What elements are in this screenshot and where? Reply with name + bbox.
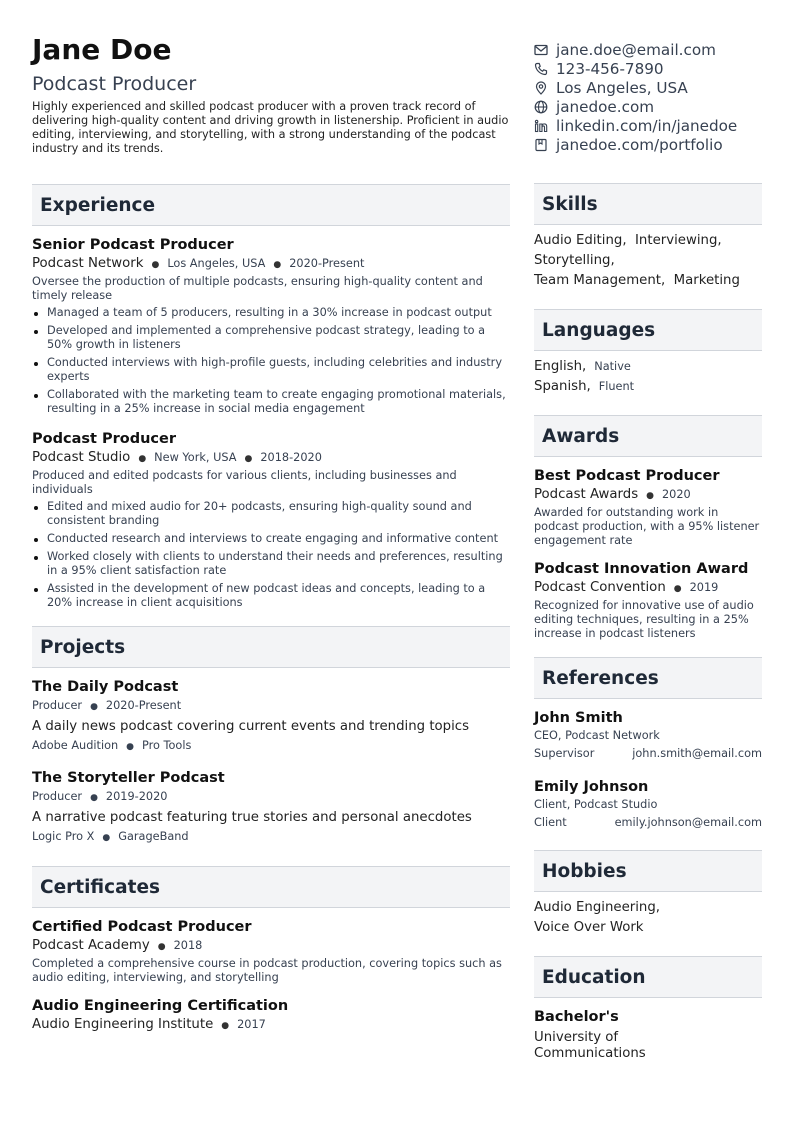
job-location: New York, USA [154, 451, 237, 464]
reference-email[interactable]: emily.johnson@email.com [614, 816, 762, 829]
references-section [534, 657, 762, 832]
certificate-entry [32, 997, 510, 1036]
skills-line: Team Management, Marketing [534, 273, 740, 288]
sidebar-column [534, 40, 762, 1062]
contact-text: janedoe.com/portfolio [556, 135, 723, 154]
linkedin-icon [534, 119, 548, 133]
award-issuer: Podcast Convention [534, 580, 666, 595]
separator-dot: ● [151, 260, 160, 270]
projects-section [32, 626, 510, 848]
reference-email[interactable]: john.smith@email.com [632, 747, 762, 760]
language-name: English, [534, 359, 587, 374]
award-title: Best Podcast Producer [534, 468, 720, 484]
skills-heading: Skills [534, 183, 762, 225]
skills-list [534, 231, 762, 291]
hobby-item: Voice Over Work [534, 920, 644, 935]
project-description: A daily news podcast covering current events and trending topics [32, 719, 470, 734]
project-title: The Storyteller Podcast [32, 770, 225, 786]
experience-heading: Experience [32, 184, 510, 226]
achievement-item: Edited and mixed audio for 20+ podcasts, ensuring high-quality sound and consistent branding [32, 500, 510, 528]
certificate-entry [32, 918, 510, 985]
project-dates: 2019-2020 [105, 790, 168, 803]
reference-relation: Client [534, 816, 567, 829]
degree: Bachelor's [534, 1009, 619, 1025]
project-title: The Daily Podcast [32, 679, 179, 695]
job-achievements [32, 500, 510, 610]
company: Podcast Network [32, 256, 144, 271]
reference-entry [534, 778, 762, 832]
certificate-year: 2017 [237, 1018, 266, 1031]
hobbies-section [534, 850, 762, 938]
certificate-issuer: Audio Engineering Institute [32, 1017, 214, 1032]
candidate-name: Jane Doe [32, 33, 172, 66]
reference-entry [534, 709, 762, 763]
award-meta [534, 485, 762, 506]
language-name: Spanish, [534, 379, 591, 394]
separator-dot: ● [221, 1021, 230, 1031]
projects-heading: Projects [32, 626, 510, 668]
project-meta [32, 696, 510, 717]
award-entry [534, 467, 762, 548]
contact-text: jane.doe@email.com [556, 40, 716, 59]
certificate-meta [32, 936, 510, 957]
phone-icon [534, 62, 548, 76]
contact-text: linkedin.com/in/janedoe [556, 116, 738, 135]
achievement-item: Worked closely with clients to understand their needs and preferences, resulting in a 95% client satisfaction rate [32, 550, 510, 578]
languages-heading: Languages [534, 309, 762, 351]
reference-position: Client, Podcast Studio [534, 798, 658, 811]
job-description: Produced and edited podcasts for various clients, including businesses and individuals [32, 469, 457, 496]
contact-portfolio[interactable] [534, 135, 762, 154]
reference-contact [534, 745, 762, 763]
school: University of Communications [534, 1030, 646, 1061]
certificate-meta [32, 1015, 510, 1036]
award-description: Awarded for outstanding work in podcast production, with a 95% listener engagement rate [534, 506, 760, 547]
project-role: Producer [32, 699, 83, 712]
languages-section [534, 309, 762, 397]
separator-dot: ● [646, 491, 654, 501]
globe-icon [534, 100, 548, 114]
languages-list [534, 357, 762, 397]
separator-dot: ● [102, 833, 111, 843]
job-description: Oversee the production of multiple podcasts, ensuring high-quality content and timely release [32, 275, 483, 302]
tool-item: Adobe Audition [32, 739, 119, 752]
education-section [534, 956, 762, 1062]
separator-dot: ● [673, 584, 682, 594]
achievement-item: Managed a team of 5 producers, resulting in a 30% increase in podcast output [32, 306, 510, 320]
company: Podcast Studio [32, 450, 131, 465]
separator-dot: ● [90, 793, 98, 803]
award-meta [534, 578, 762, 599]
awards-section [534, 415, 762, 641]
achievement-item: Conducted interviews with high-profile guests, including celebrities and industry experts [32, 356, 510, 384]
references-heading: References [534, 657, 762, 699]
reference-contact [534, 814, 762, 832]
job-achievements [32, 306, 510, 416]
contact-phone[interactable] [534, 59, 762, 78]
award-title: Podcast Innovation Award [534, 561, 749, 577]
education-heading: Education [534, 956, 762, 998]
hobbies-list [534, 898, 762, 938]
certificate-year: 2018 [173, 939, 203, 952]
tool-item: GarageBand [118, 830, 189, 843]
contact-text: janedoe.com [556, 97, 655, 116]
summary: Highly experienced and skilled podcast producer with a proven track record of delivering high-quality content and driving growth in listenership. Proficient in audio editing, interviewing, and storytelling, with a strong understanding of the podcast industry and its trends. [32, 100, 509, 155]
certificates-heading: Certificates [32, 866, 510, 908]
award-issuer: Podcast Awards [534, 487, 639, 502]
contact-website[interactable] [534, 97, 762, 116]
separator-dot: ● [244, 454, 253, 464]
hobby-item: Audio Engineering, [534, 900, 661, 915]
award-entry [534, 560, 762, 641]
achievement-item: Developed and implemented a comprehensive podcast strategy, leading to a 50% growth in listeners [32, 324, 510, 352]
awards-heading: Awards [534, 415, 762, 457]
reference-position: CEO, Podcast Network [534, 729, 660, 742]
candidate-title: Podcast Producer [32, 73, 197, 95]
experience-section [32, 184, 510, 610]
certificates-section [32, 866, 510, 1036]
skills-line: Storytelling, [534, 253, 615, 268]
project-entry [32, 769, 510, 848]
job-location: Los Angeles, USA [167, 257, 266, 270]
experience-entry [32, 236, 510, 416]
skills-line: Audio Editing, Interviewing, [534, 233, 722, 248]
location-icon [534, 81, 548, 95]
contact-linkedin[interactable] [534, 116, 762, 135]
language-item [534, 357, 762, 377]
hobbies-heading: Hobbies [534, 850, 762, 892]
separator-dot: ● [138, 454, 147, 464]
project-description: A narrative podcast featuring true stories and personal anecdotes [32, 810, 472, 825]
achievement-item: Assisted in the development of new podcast ideas and concepts, leading to a 20% increase in client acquisitions [32, 582, 510, 610]
award-year: 2019 [689, 581, 719, 594]
job-title: Podcast Producer [32, 431, 176, 447]
language-level: Fluent [598, 380, 635, 393]
separator-dot: ● [157, 942, 166, 952]
job-meta [32, 448, 510, 469]
separator-dot: ● [126, 742, 135, 752]
project-role: Producer [32, 790, 83, 803]
achievement-item: Conducted research and interviews to create engaging and informative content [32, 532, 510, 546]
job-dates: 2018-2020 [260, 451, 322, 464]
project-dates: 2020-Present [105, 699, 182, 712]
language-item [534, 377, 762, 397]
contact-location [534, 78, 762, 97]
reference-name: John Smith [534, 710, 623, 726]
award-year: 2020 [662, 488, 691, 501]
language-level: Native [594, 360, 631, 373]
separator-dot: ● [273, 260, 282, 270]
project-tools [32, 736, 510, 757]
portfolio-icon [534, 138, 548, 152]
skills-section [534, 183, 762, 291]
experience-entry [32, 430, 510, 610]
job-title: Senior Podcast Producer [32, 237, 234, 253]
project-entry [32, 678, 510, 757]
certificate-title: Audio Engineering Certification [32, 998, 289, 1014]
certificate-title: Certified Podcast Producer [32, 919, 252, 935]
education-entry [534, 1008, 762, 1062]
tool-item: Logic Pro X [32, 830, 95, 843]
contact-text: 123-456-7890 [556, 59, 664, 78]
main-column [32, 34, 510, 1036]
certificate-issuer: Podcast Academy [32, 938, 150, 953]
email-icon [534, 43, 548, 57]
tool-item: Pro Tools [142, 739, 192, 752]
achievement-item: Collaborated with the marketing team to create engaging promotional materials, resulting in a 25% increase in social media engagement [32, 388, 510, 416]
job-dates: 2020-Present [289, 257, 365, 270]
reference-name: Emily Johnson [534, 779, 649, 795]
contact-email[interactable] [534, 40, 762, 59]
certificate-description: Completed a comprehensive course in podcast production, covering topics such as audio editing, interviewing, and storytelling [32, 957, 502, 984]
contact-list [534, 40, 762, 154]
contact-text: Los Angeles, USA [556, 78, 688, 97]
job-meta [32, 254, 510, 275]
project-tools [32, 827, 510, 848]
award-description: Recognized for innovative use of audio editing techniques, resulting in a 25% increase in podcast listeners [534, 599, 754, 640]
project-meta [32, 787, 510, 808]
reference-relation: Supervisor [534, 747, 595, 760]
separator-dot: ● [90, 702, 98, 712]
